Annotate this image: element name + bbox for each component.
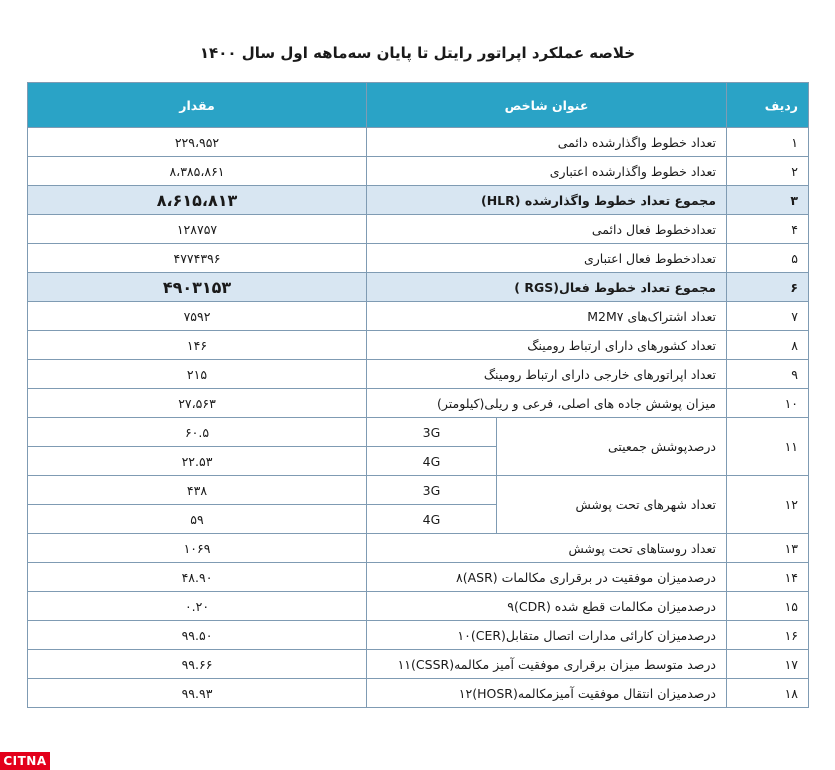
row-number: ۲ (727, 157, 809, 186)
table-row (28, 418, 809, 447)
table-row (28, 389, 809, 418)
indicator-value: ۶۰.۵ (28, 418, 367, 447)
table-row (28, 621, 809, 650)
row-number: ۸ (727, 331, 809, 360)
row-number: ۳ (727, 186, 809, 215)
citna-logo: CITNA (0, 752, 50, 770)
indicator-value: ۲۲۹،۹۵۲ (28, 128, 367, 157)
row-number: ۱۸ (727, 679, 809, 708)
table-row (28, 157, 809, 186)
table-row (28, 476, 809, 505)
indicator-title: درصدمیزان موفقیت در برقراری مکالمات (ASR)۸ (367, 563, 727, 592)
row-number: ۶ (727, 273, 809, 302)
indicator-title: تعداد اشتراک‌های M2M۷ (367, 302, 727, 331)
table-row (28, 244, 809, 273)
indicator-title: تعداد اپراتورهای خارجی دارای ارتباط رومینگ (367, 360, 727, 389)
row-number: ۱۶ (727, 621, 809, 650)
indicator-value: ۱۲۸۷۵۷ (28, 215, 367, 244)
row-number: ۷ (727, 302, 809, 331)
generation-label: 3G (367, 476, 497, 505)
indicator-value: ۷۵۹۲ (28, 302, 367, 331)
indicator-title: درصدمیزان مکالمات قطع شده (CDR)۹ (367, 592, 727, 621)
indicator-value: ۱۰۶۹ (28, 534, 367, 563)
row-number: ۱۵ (727, 592, 809, 621)
indicator-title: درصد متوسط میزان برقراری موفقیت آمیز مکالمه(CSSR)۱۱ (367, 650, 727, 679)
indicator-value: ۹۹.۶۶ (28, 650, 367, 679)
indicator-title: تعداد خطوط واگذارشده دائمی (367, 128, 727, 157)
indicator-value: ۴۳۸ (28, 476, 367, 505)
header-indicator-title: عنوان شاخص (367, 83, 727, 128)
indicator-value: ۹۹.۹۳ (28, 679, 367, 708)
indicator-value: ۴۸.۹۰ (28, 563, 367, 592)
table-row (28, 215, 809, 244)
indicator-value: ۱۴۶ (28, 331, 367, 360)
indicator-value: ۴۹۰۳۱۵۳ (28, 273, 367, 302)
indicator-title: تعدادخطوط فعال اعتباری (367, 244, 727, 273)
indicator-title: تعدادخطوط فعال دائمی (367, 215, 727, 244)
indicator-value: ۸،۳۸۵،۸۶۱ (28, 157, 367, 186)
row-number: ۱۷ (727, 650, 809, 679)
table-row-total (28, 186, 809, 215)
indicator-title: درصدمیزان کارائی مدارات اتصال متقابل(CER)۱۰ (367, 621, 727, 650)
indicator-title: مجموع تعداد خطوط واگذارشده (HLR) (367, 186, 727, 215)
table-row (28, 563, 809, 592)
indicator-value: ۲۲.۵۳ (28, 447, 367, 476)
generation-label: 4G (367, 505, 497, 534)
table-row (28, 331, 809, 360)
generation-label: 4G (367, 447, 497, 476)
indicator-value: ۹۹.۵۰ (28, 621, 367, 650)
row-number: ۱۴ (727, 563, 809, 592)
row-number: ۱ (727, 128, 809, 157)
indicator-title: تعداد روستاهای تحت پوشش (367, 534, 727, 563)
table-row (28, 592, 809, 621)
table-row (28, 128, 809, 157)
indicator-value: ۲۱۵ (28, 360, 367, 389)
indicator-value: ۲۷،۵۶۳ (28, 389, 367, 418)
indicator-title: تعداد خطوط واگذارشده اعتباری (367, 157, 727, 186)
indicator-title: مجموع تعداد خطوط فعال(RGS ) (367, 273, 727, 302)
row-number: ۱۲ (727, 476, 809, 534)
row-number: ۵ (727, 244, 809, 273)
performance-table (27, 82, 809, 708)
row-number: ۱۱ (727, 418, 809, 476)
table-row (28, 360, 809, 389)
row-number: ۱۰ (727, 389, 809, 418)
report-title: خلاصه عملکرد اپراتور رایتل تا پایان سه‌ماهه اول سال ۱۴۰۰ (199, 44, 636, 62)
indicator-title: میزان پوشش جاده های اصلی، فرعی و ریلی(کیلومتر) (367, 389, 727, 418)
indicator-value: ۰.۲۰ (28, 592, 367, 621)
indicator-title: درصدپوشش جمعیتی (497, 418, 727, 476)
indicator-title: درصدمیزان انتقال موفقیت آمیزمکالمه(HOSR)۱۲ (367, 679, 727, 708)
header-value: مقدار (28, 83, 367, 128)
indicator-title: تعداد شهرهای تحت پوشش (497, 476, 727, 534)
indicator-title: تعداد کشورهای دارای ارتباط رومینگ (367, 331, 727, 360)
table-row-total (28, 273, 809, 302)
table-row (28, 302, 809, 331)
table-row (28, 534, 809, 563)
table-row (28, 679, 809, 708)
row-number: ۱۳ (727, 534, 809, 563)
indicator-value: ۴۷۷۴۳۹۶ (28, 244, 367, 273)
indicator-value: ۸،۶۱۵،۸۱۳ (28, 186, 367, 215)
row-number: ۴ (727, 215, 809, 244)
table-row (28, 650, 809, 679)
indicator-value: ۵۹ (28, 505, 367, 534)
row-number: ۹ (727, 360, 809, 389)
generation-label: 3G (367, 418, 497, 447)
header-row-number: ردیف (727, 83, 809, 128)
